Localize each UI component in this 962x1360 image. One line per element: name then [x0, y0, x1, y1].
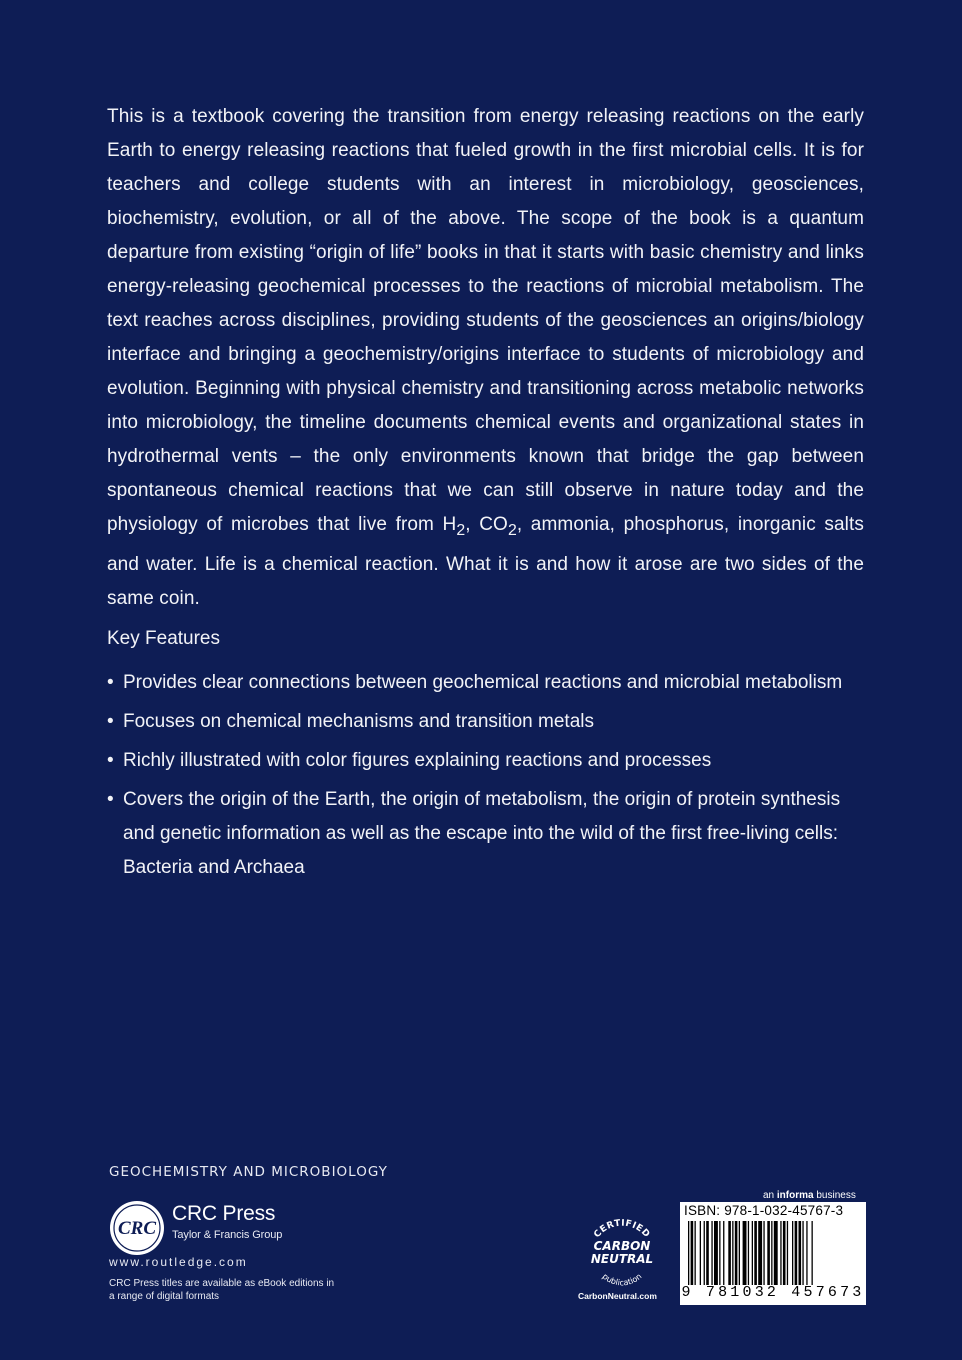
barcode-bar	[743, 1221, 747, 1285]
barcode-bars-icon	[682, 1221, 864, 1285]
svg-text:publication	[601, 1272, 644, 1288]
barcode-bar	[732, 1221, 733, 1285]
list-item: • Richly illustrated with color figures explaining reactions and processes	[107, 744, 847, 778]
isbn-text: ISBN: 978-1-032-45767-3	[684, 1203, 844, 1218]
barcode-bar	[792, 1221, 793, 1285]
barcode-bar	[719, 1221, 720, 1285]
barcode-bar	[802, 1221, 803, 1285]
isbn-barcode	[680, 1202, 866, 1305]
series-title: GEOCHEMISTRY AND MICROBIOLOGY	[109, 1164, 388, 1180]
barcode-bar	[704, 1221, 705, 1285]
barcode-bar	[774, 1221, 778, 1285]
barcode-bar	[714, 1221, 718, 1285]
barcode-bar	[728, 1221, 731, 1285]
subscript-2: 2	[507, 521, 517, 539]
svg-text:CERTIFIED	[592, 1219, 651, 1241]
publisher-name: CRC Press	[172, 1202, 276, 1225]
barcode-bar	[783, 1221, 786, 1285]
book-description	[107, 100, 864, 616]
subscript-2: 2	[456, 521, 466, 539]
list-item: • Provides clear connections between geochemical reactions and microbial metabolism	[107, 666, 847, 700]
barcode-bar	[763, 1221, 764, 1285]
barcode-bar	[723, 1221, 724, 1285]
bullet-icon: •	[107, 750, 114, 771]
ebook-note: CRC Press titles are available as eBook editions in a range of digital formats	[109, 1278, 335, 1302]
barcode-bar	[688, 1221, 689, 1285]
barcode-bar	[706, 1221, 709, 1285]
barcode-bar	[691, 1221, 694, 1285]
description-paragraph: This is a textbook covering the transition from energy releasing reactions on the early Earth to energy releasing reactions that fueled growth in the first microbial cells. It is for teachers and college students with an interest in microbiology, geosciences, biochemistry, evolution, or all of the above. The scope of the book is a quantum departure from existing “origin of life” books in that it starts with basic chemistry and links energy-releasing geochemical processes to the reactions of microbial metabolism. The text reaches across disciplines, providing students of the geosciences an origins/biology interface and bringing a geochemistry/origins interface to students of microbiology and evolution. Beginning with physical chemistry and transitioning across metabolic networks into microbiology, the timeline documents chemical events and organizational states in hydrothermal vents – the only environments known that bridge the gap between spontaneous chemical reactions that we can still observe in nature today and the physiology of microbes that live from $H_2$, $CO_2$, ammonia, phosphorus, inorganic salts and water. Life is a chemical reaction. What it is and how it arose are two sides of the same coin.	[107, 106, 864, 609]
barcode-bar	[780, 1221, 781, 1285]
bullet-icon: •	[107, 672, 114, 693]
publication-text: publication	[600, 1271, 644, 1288]
barcode-bar	[711, 1221, 712, 1285]
barcode-bar	[758, 1221, 762, 1285]
key-features-list	[107, 666, 847, 890]
barcode-bar	[771, 1221, 772, 1285]
barcode-bar	[700, 1221, 701, 1285]
certified-text: CERTIFIED	[592, 1218, 652, 1241]
barcode-bar	[752, 1221, 753, 1285]
barcode-bar	[795, 1221, 798, 1285]
barcode-bar	[806, 1221, 807, 1285]
barcode-bar	[799, 1221, 802, 1285]
barcode-bar	[735, 1221, 738, 1285]
publisher-group: Taylor & Francis Group	[172, 1229, 283, 1241]
publisher-website: www.routledge.com	[109, 1255, 248, 1269]
bullet-icon: •	[107, 711, 114, 732]
carbon-neutral-url: CarbonNeutral.com	[578, 1291, 657, 1301]
carbon-text: CARBON	[593, 1239, 651, 1253]
barcode-bar	[812, 1221, 813, 1285]
bullet-icon: •	[107, 789, 114, 810]
barcode-bar	[787, 1221, 788, 1285]
barcode-bar	[739, 1221, 740, 1285]
informa-tagline: an informa business	[763, 1190, 856, 1201]
crc-logo-icon	[109, 1200, 165, 1256]
barcode-bar	[695, 1221, 696, 1285]
neutral-text: NEUTRAL	[590, 1252, 654, 1266]
key-features-heading: Key Features	[107, 628, 220, 649]
list-item: • Focuses on chemical mechanisms and transition metals	[107, 705, 847, 739]
barcode-number: 9 781032 457673	[681, 1284, 865, 1301]
barcode-bar	[748, 1221, 749, 1285]
crc-logo-text: CRC	[117, 1218, 157, 1239]
barcode-bar	[754, 1221, 757, 1285]
list-item: • Covers the origin of the Earth, the origin of metabolism, the origin of protein synthesis and genetic information as well as the escape into the wild of the first free-living cells: Bacteria and Archaea	[107, 783, 847, 885]
barcode-bar	[767, 1221, 770, 1285]
